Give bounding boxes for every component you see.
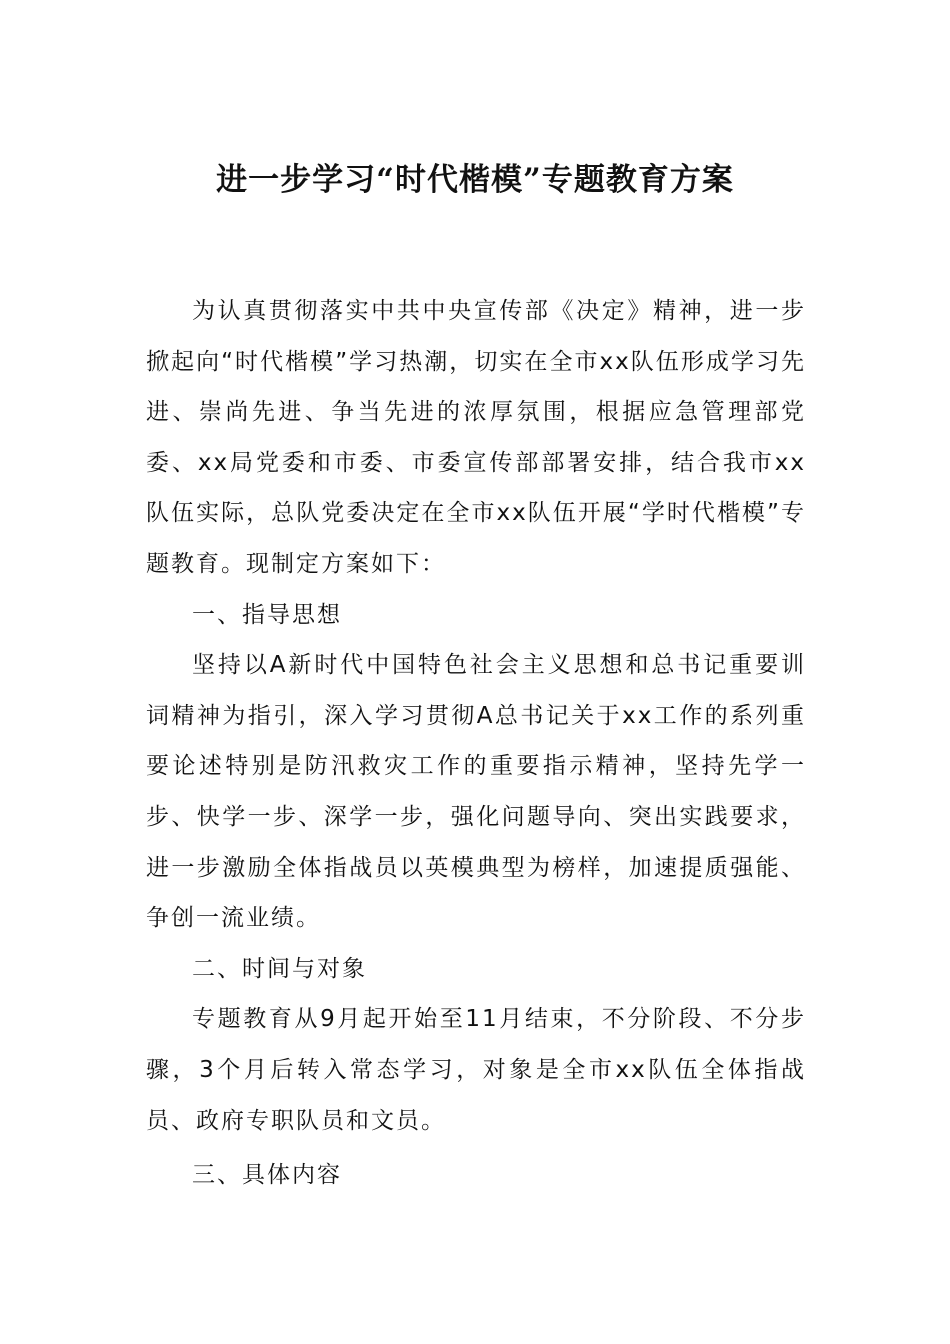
document-title: 进一步学习“时代楷模”专题教育方案 [216, 162, 734, 198]
section-heading-time-and-audience: 二、时间与对象 [192, 955, 367, 982]
intro-paragraph: 为认真贯彻落实中共中央宣传部《决定》精神，进一步掀起向“时代楷模”学习热潮，切实在全市xx队伍形成学习先进、崇尚先进、争当先进的浓厚氛围，根据应急管理部党委、xx局党委和市委、市委宣传部部署安排，结合我市xx队伍实际，总队党委决定在全市xx队伍开展“学时代楷模”专题教育。现制定方案如下： [146, 298, 806, 577]
section-heading-guiding-ideology: 一、指导思想 [192, 601, 342, 628]
section-body-time-and-audience: 专题教育从9月起开始至11月结束，不分阶段、不分步骤，3个月后转入常态学习，对象是全市xx队伍全体指战员、政府专职队员和文员。 [146, 1006, 806, 1134]
document-body [146, 286, 806, 1201]
section-body-guiding-ideology: 坚持以A新时代中国特色社会主义思想和总书记重要训词精神为指引，深入学习贯彻A总书记关于xx工作的系列重要论述特别是防汛救灾工作的重要指示精神，坚持先学一步、快学一步、深学一步，强化问题导向、突出实践要求，进一步激励全体指战员以英模典型为榜样，加速提质强能、争创一流业绩。 [146, 652, 806, 932]
section-heading-specific-content: 三、具体内容 [192, 1162, 342, 1189]
